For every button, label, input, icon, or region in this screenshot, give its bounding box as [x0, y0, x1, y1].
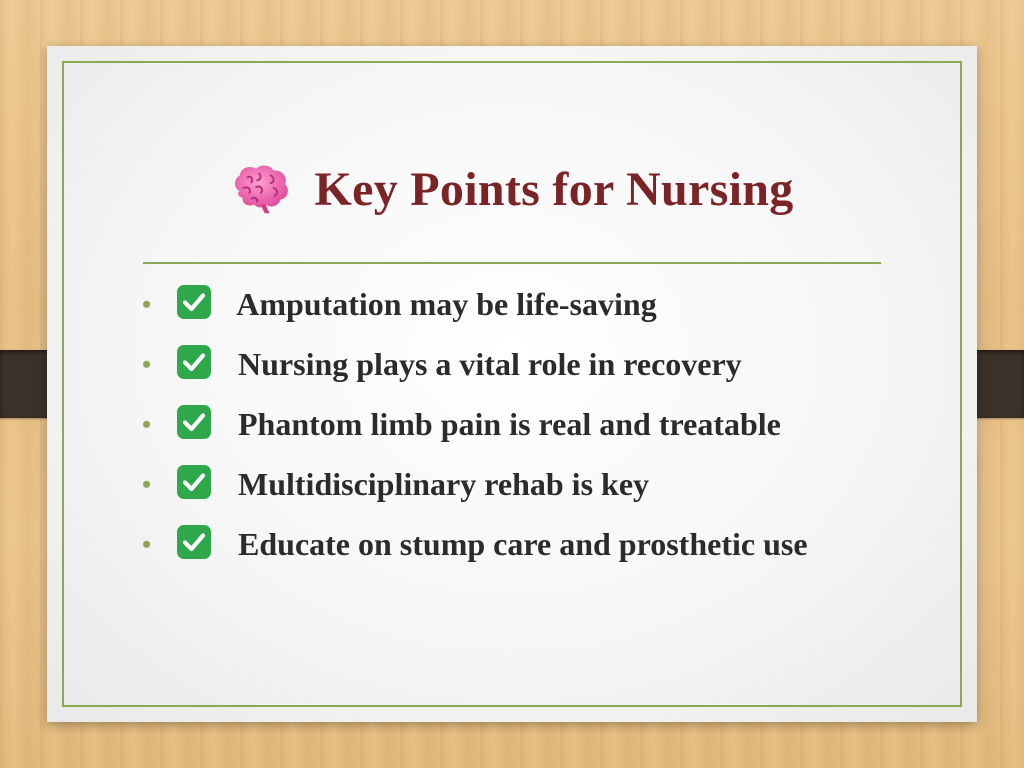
- slide-card: [47, 46, 977, 722]
- bullet-dot-icon: •: [142, 530, 152, 559]
- list-item-text: Phantom limb pain is real and treatable: [238, 406, 781, 442]
- bullet-dot-icon: •: [142, 470, 152, 499]
- bullet-dot-icon: •: [142, 350, 152, 379]
- slide-title: Key Points for Nursing: [314, 162, 794, 216]
- list-item-text: Multidisciplinary rehab is key: [238, 466, 650, 502]
- bullet-dot-icon: •: [142, 290, 152, 319]
- check-mark-button-icon: [176, 404, 212, 440]
- list-item: [142, 524, 902, 565]
- list-item: [142, 344, 902, 385]
- list-item: [142, 404, 902, 445]
- title-divider: [143, 262, 881, 264]
- list-item: [142, 464, 902, 505]
- bullet-dot-icon: •: [142, 410, 152, 439]
- list-item-text: Amputation may be life-saving: [236, 286, 657, 322]
- check-mark-button-icon: [176, 284, 212, 320]
- title-row: [47, 154, 977, 224]
- list-item: [142, 284, 902, 325]
- check-mark-button-icon: [176, 464, 212, 500]
- list-item-text: Educate on stump care and prosthetic use: [238, 526, 808, 562]
- brain-icon: [230, 161, 292, 217]
- check-mark-button-icon: [176, 344, 212, 380]
- check-mark-button-icon: [176, 524, 212, 560]
- list-item-text: Nursing plays a vital role in recovery: [238, 346, 742, 382]
- key-points-list: [142, 284, 902, 565]
